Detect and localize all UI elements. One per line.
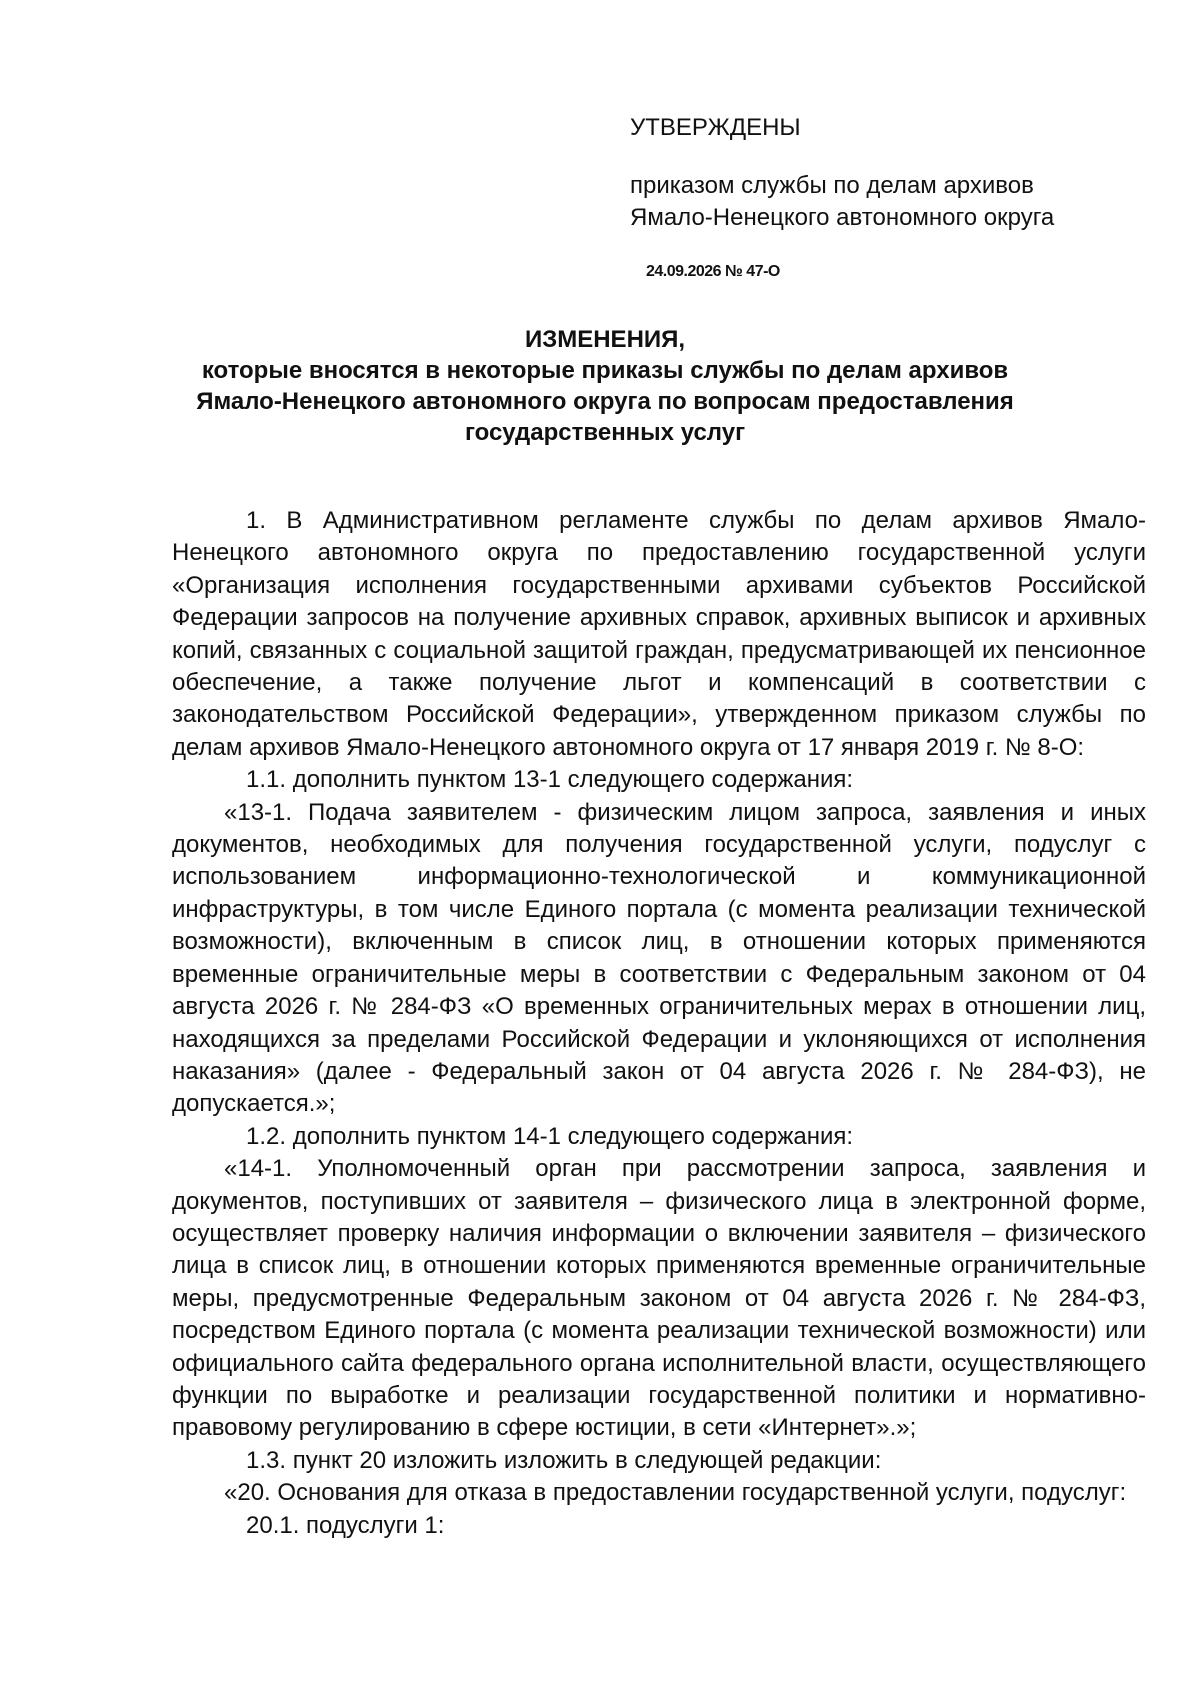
document-body bbox=[172, 505, 1146, 1542]
paragraph-20: «20. Основания для отказа в предоставлении государственной услуги, подуслуг: bbox=[224, 1479, 1127, 1507]
paragraph-13-1: «13-1. Подача заявителем - физическим лицом запроса, заявления и иных документов, необходимых для получения государственной услуги, подуслуг с использованием информационно-технологической и коммуникационной инфраструктуры, в том числе Единого портала (с момента реализации технической возможности), включенным в список лиц, в отношении которых применяются временные ограничительные меры в соответствии с Федеральным законом от 04 августа 2026 г. № 284-ФЗ «О временных ограничительных мерах в отношении лиц, находящихся за пределами Российской Федерации и уклоняющихся от исполнения наказания» (далее - Федеральный закон от 04 августа 2026 г. № 284-ФЗ), не допускается.»; bbox=[172, 798, 1146, 1118]
paragraph-20-1: 20.1. подуслуги 1: bbox=[246, 1511, 445, 1539]
approval-block bbox=[630, 112, 1150, 288]
paragraph-1-1: 1.1. дополнить пунктом 13-1 следующего содержания: bbox=[246, 766, 854, 794]
paragraph-1-2: 1.2. дополнить пунктом 14-1 следующего содержания: bbox=[246, 1122, 854, 1150]
approval-line-2: Ямало-Ненецкого автономного округа bbox=[630, 204, 1055, 231]
paragraph-1: 1. В Административном регламенте службы по делам архивов Ямало-Ненецкого автономного округа по предоставлению государственной услуги «Организация исполнения государственными архивами субъектов Российской Федерации запросов на получение архивных справок, архивных выписок и архивных копий, связанных с социальной защитой граждан, предусматривающей их пенсионное обеспечение, а также получение льгот и компенсаций в соответствии с законодательством Российской Федерации», утвержденном приказом службы по делам архивов Ямало-Ненецкого автономного округа от 17 января 2019 г. № 8-О: bbox=[172, 507, 1146, 761]
heading-line-4: государственных услуг bbox=[464, 419, 746, 446]
approval-line-1: приказом службы по делам архивов bbox=[630, 172, 1034, 199]
heading-line-2: которые вносятся в некоторые приказы службы по делам архивов bbox=[201, 357, 1009, 384]
heading-title: ИЗМЕНЕНИЯ, bbox=[524, 326, 686, 353]
order-number: 24.09.2026 № 47-О bbox=[646, 263, 780, 280]
paragraph-1-3: 1.3. пункт 20 изложить изложить в следующей редакции: bbox=[246, 1446, 882, 1474]
document-heading bbox=[140, 324, 1070, 448]
paragraph-14-1: «14-1. Уполномоченный орган при рассмотрении запроса, заявления и документов, поступивших от заявителя – физического лица в электронной форме, осуществляет проверку наличия информации о включении заявителя – физического лица в список лиц, в отношении которых применяются временные ограничительные меры, предусмотренные Федеральным законом от 04 августа 2026 г. № 284-ФЗ, посредством Единого портала (с момента реализации технической возможности) или официального сайта федерального органа исполнительной власти, осуществляющего функции по выработке и реализации государственной политики и нормативно-правовому регулированию в сфере юстиции, в сети «Интернет».»; bbox=[172, 1155, 1146, 1442]
heading-line-3: Ямало-Ненецкого автономного округа по вопросам предоставления bbox=[196, 388, 1014, 415]
approval-stamp: УТВЕРЖДЕНЫ bbox=[630, 114, 801, 141]
